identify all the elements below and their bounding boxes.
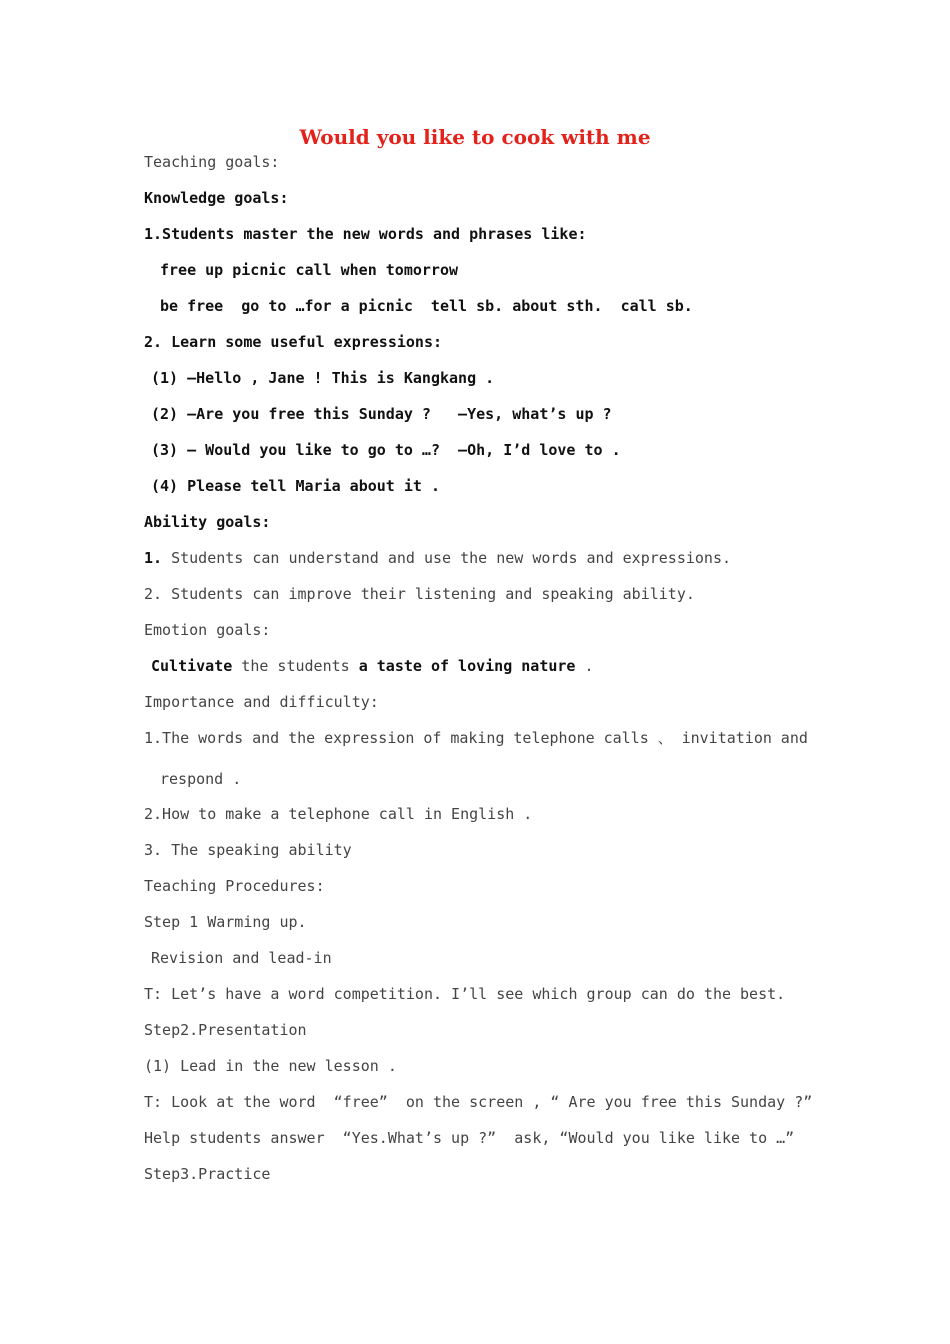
- emotion-end: .: [575, 657, 594, 675]
- step-2-heading: Step2.Presentation: [144, 1021, 307, 1039]
- expression-4: (4) Please tell Maria about it .: [151, 477, 440, 495]
- difficulty-word: and: [252, 729, 280, 747]
- step-2-item-1: (1) Lead in the new lesson .: [144, 1057, 397, 1075]
- difficulty-item-1-continued: respond .: [160, 770, 242, 788]
- difficulty-item-1: [144, 728, 808, 748]
- difficulty-item-3: 3. The speaking ability: [144, 841, 352, 859]
- emotion-object: a taste of loving nature: [358, 657, 576, 675]
- ability-item-1: [144, 548, 731, 568]
- emotion-verb: Cultivate: [151, 657, 233, 675]
- difficulty-word: calls: [603, 729, 649, 747]
- difficulty-word: invitation: [681, 729, 772, 747]
- teacher-line-1: T: Let’s have a word competition. I’ll see which group can do the best.: [144, 985, 786, 1003]
- difficulty-word: the: [288, 729, 316, 747]
- emotion-goal-text: [151, 656, 594, 676]
- vocabulary-words: free up picnic call when tomorrow: [160, 261, 459, 279]
- expression-3: (3) — Would you like to go to …? —Oh, I’d love to .: [151, 441, 621, 459]
- heading-knowledge-goals: Knowledge goals:: [144, 189, 289, 207]
- knowledge-item-2: 2. Learn some useful expressions:: [144, 333, 443, 351]
- step-1-heading: Step 1 Warming up.: [144, 913, 307, 931]
- difficulty-word: and: [780, 729, 808, 747]
- heading-ability-goals: Ability goals:: [144, 513, 271, 531]
- difficulty-word: expression: [324, 729, 415, 747]
- difficulty-word: words: [198, 729, 244, 747]
- heading-importance-difficulty: Importance and difficulty:: [144, 693, 379, 711]
- difficulty-word: telephone: [513, 729, 595, 747]
- knowledge-item-1: 1.Students master the new words and phrases like:: [144, 225, 587, 243]
- step-3-heading: Step3.Practice: [144, 1165, 271, 1183]
- difficulty-word: 1.The: [144, 729, 190, 747]
- ability-item-2: 2. Students can improve their listening and speaking ability.: [144, 585, 695, 603]
- heading-teaching-goals: Teaching goals:: [144, 153, 280, 171]
- teacher-line-2: T: Look at the word “free” on the screen , “ Are you free this Sunday ?”: [144, 1093, 813, 1111]
- step-1-subheading: Revision and lead-in: [151, 949, 332, 967]
- expression-2: (2) —Are you free this Sunday ? —Yes, what’s up ?: [151, 405, 612, 423]
- ability-item-1-text: Students can understand and use the new words and expressions.: [162, 549, 732, 567]
- ability-item-1-number: 1.: [144, 549, 163, 567]
- difficulty-word: 、: [657, 729, 673, 747]
- difficulty-word: making: [450, 729, 505, 747]
- vocabulary-phrases: be free go to …for a picnic tell sb. about sth. call sb.: [160, 297, 693, 315]
- instruction-line: Help students answer “Yes.What’s up ?” ask, “Would you like like to …”: [144, 1129, 795, 1147]
- document-title: Would you like to cook with me: [299, 125, 651, 149]
- difficulty-item-2: 2.How to make a telephone call in English .: [144, 805, 533, 823]
- expression-1: (1) —Hello , Jane ! This is Kangkang .: [151, 369, 495, 387]
- heading-teaching-procedures: Teaching Procedures:: [144, 877, 325, 895]
- difficulty-word: of: [423, 729, 442, 747]
- emotion-middle: the students: [232, 657, 359, 675]
- heading-emotion-goals: Emotion goals:: [144, 621, 271, 639]
